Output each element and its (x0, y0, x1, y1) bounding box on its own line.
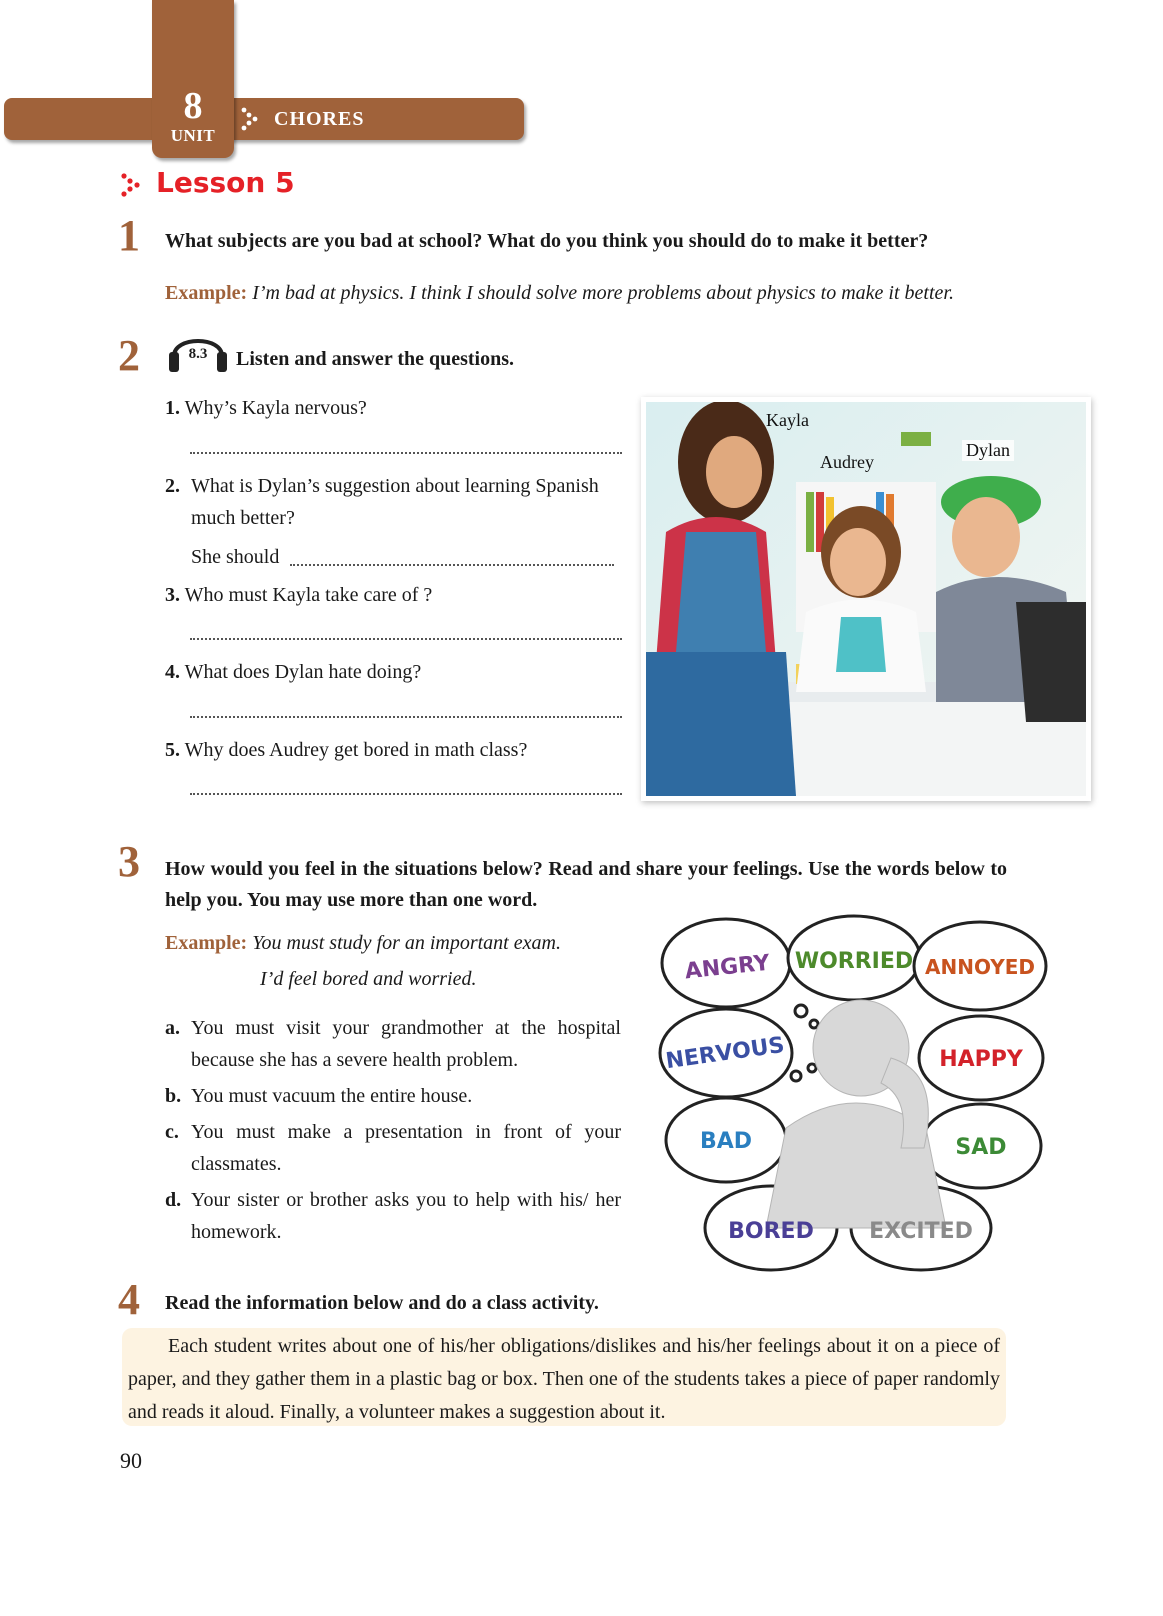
activity-instruction: How would you feel in the situations below? Read and share your feelings. Use the words below to help you. You may use more than one word. (165, 858, 1007, 911)
thinking-figure (766, 1000, 946, 1228)
feeling-nervous: NERVOUS (664, 1032, 786, 1075)
feeling-annoyed: ANNOYED (925, 955, 1035, 979)
question-item: 4. What does Dylan hate doing? (165, 661, 422, 683)
thought-bubble (808, 1064, 816, 1072)
track-number: 8.3 (188, 346, 208, 362)
feeling-worried: WORRIED (794, 949, 914, 974)
activity-number: 4 (118, 1275, 140, 1324)
answer-line[interactable] (190, 793, 622, 795)
question-item: 5. Why does Audrey get bored in math class? (165, 739, 528, 761)
feelings-illustration (656, 908, 1052, 1280)
answer-prompt: She should (191, 546, 280, 568)
dots-icon (120, 172, 144, 198)
example-label: Example: (165, 932, 248, 954)
feeling-angry: ANGRY (683, 950, 771, 985)
info-text: Each student writes about one of his/her obligations/dislikes and his/her feelings about it on a piece of paper, and they gather them in a plastic bag or box. Then one of the students takes a piece of paper randomly and reads it aloud. Finally, a volunteer makes a suggestion about it. (128, 1335, 1000, 1423)
example (165, 932, 561, 955)
question-item: 1. Why’s Kayla nervous? (165, 397, 367, 419)
dots-icon (240, 106, 260, 132)
example-text: I’d feel bored and worried. (260, 968, 477, 990)
activity-number: 3 (118, 837, 140, 886)
feeling-bad: BAD (699, 1129, 753, 1154)
activity-number: 2 (118, 331, 140, 380)
example (165, 282, 1045, 305)
example-text: You must study for an important exam. (252, 932, 561, 954)
dylan-label: Dylan (962, 440, 1014, 461)
situation-item: a. You must visit your grandmother at the hospital because she has a severe health problem. (165, 1017, 621, 1071)
example-label: Example: (165, 282, 248, 304)
activity-instruction: What subjects are you bad at school? What do you think you should do to make it better? (165, 230, 929, 252)
situation-item: d. Your sister or brother asks you to help with his/ her homework. (165, 1189, 621, 1243)
thought-bubble (810, 1020, 818, 1028)
unit-title: CHORES (274, 108, 365, 130)
feeling-bored: BORED (728, 1219, 814, 1244)
unit-label: UNIT (170, 126, 216, 145)
audrey-label: Audrey (820, 452, 874, 472)
page-number: 90 (120, 1448, 142, 1473)
situation-item: c. You must make a presentation in front of your classmates. (165, 1121, 621, 1175)
unit-number: 8 (183, 85, 203, 127)
activity-number: 1 (118, 211, 140, 260)
answer-line[interactable] (190, 638, 622, 640)
kayla-label: Kayla (766, 410, 809, 430)
thought-bubble (791, 1071, 801, 1081)
activity-instruction: Listen and answer the questions. (236, 348, 515, 370)
thought-bubble (795, 1005, 807, 1017)
unit-tab (152, 0, 234, 158)
answer-line[interactable] (190, 716, 622, 718)
feeling-sad: SAD (955, 1135, 1007, 1160)
question-item: 3. Who must Kayla take care of ? (165, 584, 433, 606)
answer-line[interactable] (290, 564, 614, 566)
question-item: 2. What is Dylan’s suggestion about learning Spanish much better? (165, 475, 599, 529)
activity-instruction: Read the information below and do a class activity. (165, 1292, 599, 1314)
example-text: I’m bad at physics. I think I should solve more problems about physics to make it better. (252, 282, 954, 304)
lesson-title: Lesson 5 (156, 166, 295, 199)
situation-item: b. You must vacuum the entire house. (165, 1085, 473, 1107)
feeling-happy: HAPPY (939, 1047, 1023, 1072)
answer-line[interactable] (190, 452, 622, 454)
feeling-excited: EXCITED (869, 1219, 973, 1244)
unit-banner (4, 98, 524, 140)
